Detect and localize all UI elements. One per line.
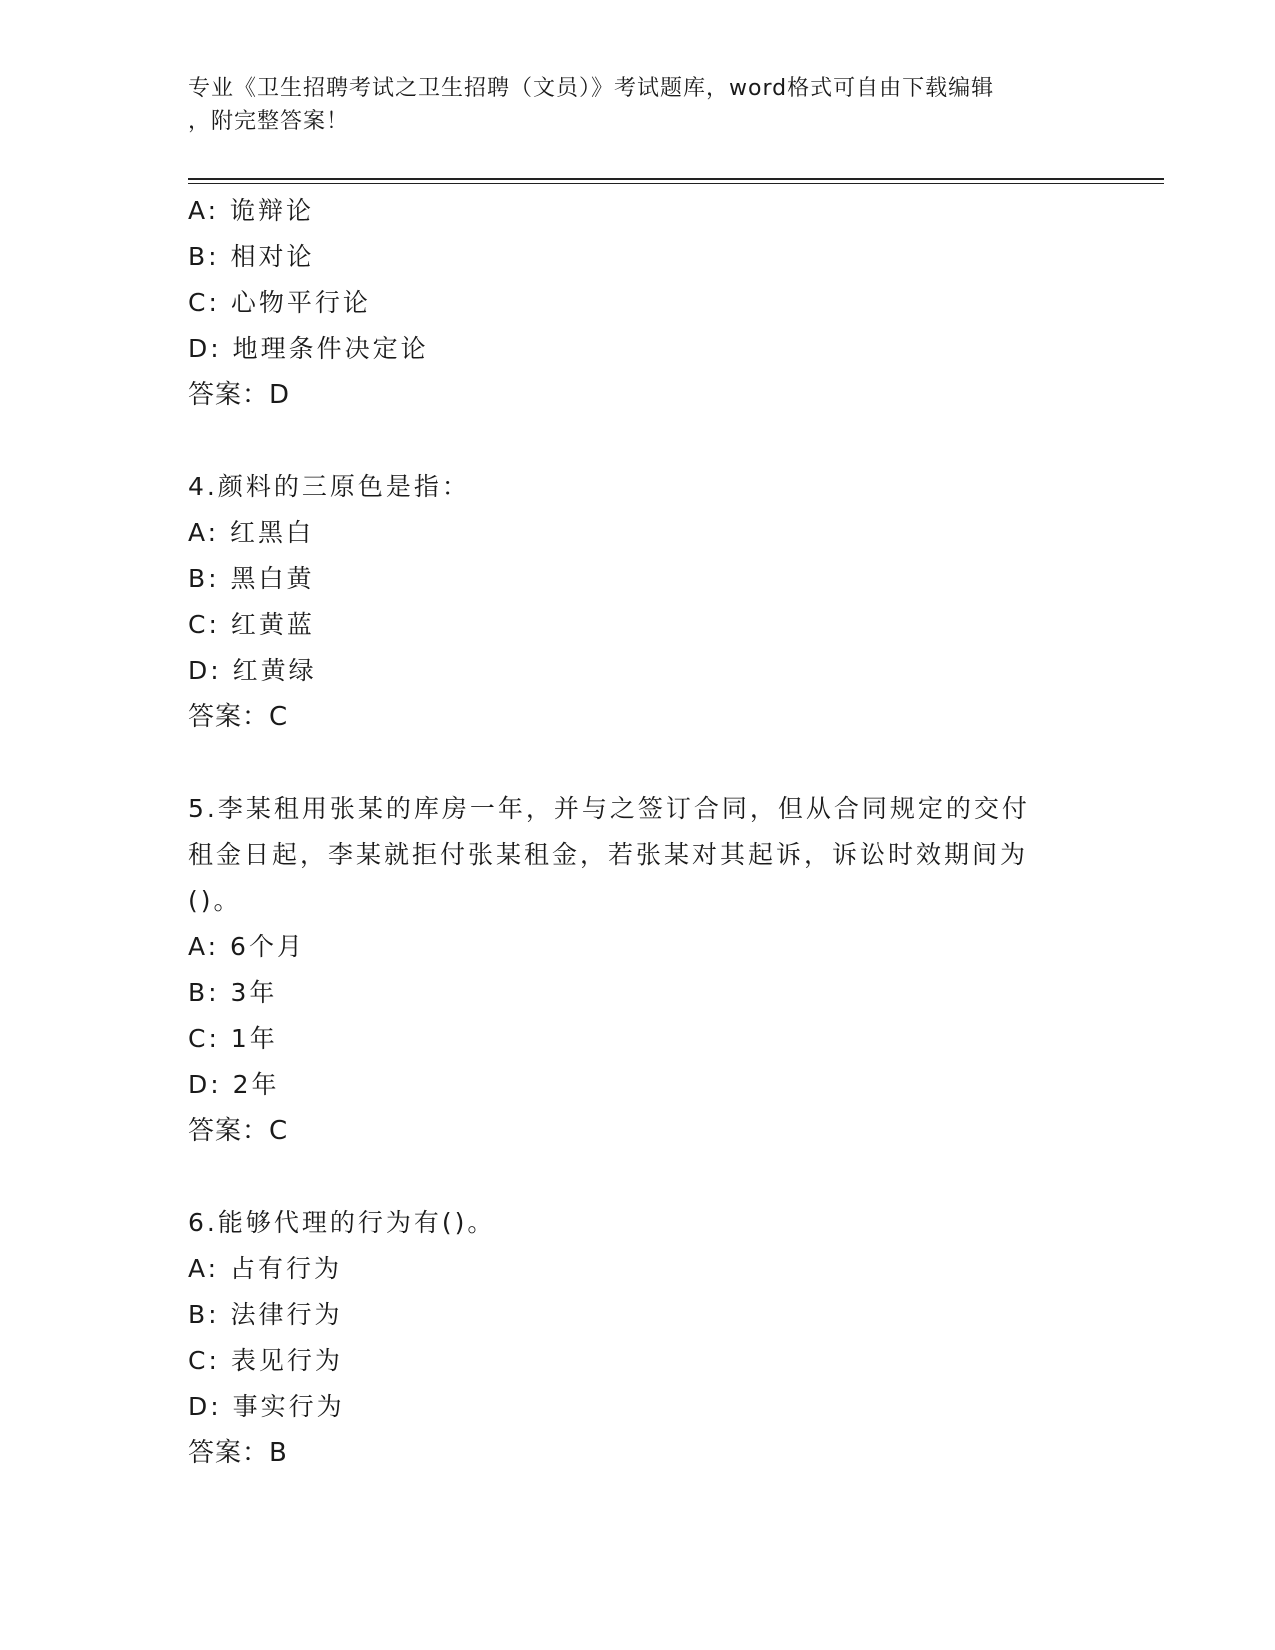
answer-line: 答案：D [188, 380, 291, 410]
option-b: B: 3年 [188, 978, 278, 1007]
answer-line: 答案：C [188, 1116, 289, 1146]
question-text-line-2: 租金日起，李某就拒付张某租金，若张某对其起诉，诉讼时效期间为 [188, 840, 1029, 869]
header-divider-thin [188, 183, 1164, 184]
header-line-1: 专业《卫生招聘考试之卫生招聘（文员）》考试题库，word格式可自由下载编辑 [188, 76, 995, 101]
question-list [188, 188, 1088, 1476]
question-text: 6.能够代理的行为有()。 [188, 1208, 496, 1237]
question-text-line-3: ()。 [188, 886, 242, 915]
question-4 [188, 464, 1088, 740]
option-d: D: 2年 [188, 1070, 280, 1099]
header-line-2: ，附完整答案！ [188, 109, 350, 134]
option-a: A: 占有行为 [188, 1254, 343, 1283]
option-c: C: 心物平行论 [188, 288, 371, 317]
option-d: D: 红黄绿 [188, 656, 317, 685]
answer-line: 答案：B [188, 1438, 288, 1468]
spacer [188, 740, 1088, 786]
header-divider-thick [188, 178, 1164, 180]
spacer [188, 1154, 1088, 1200]
option-b: B: 法律行为 [188, 1300, 343, 1329]
answer-line: 答案：C [188, 702, 289, 732]
option-a: A: 红黑白 [188, 518, 315, 547]
question-5 [188, 786, 1088, 1154]
option-c: C: 表见行为 [188, 1346, 343, 1375]
question-6 [188, 1200, 1088, 1476]
option-d: D: 事实行为 [188, 1392, 345, 1421]
option-c: C: 红黄蓝 [188, 610, 315, 639]
option-a: A: 诡辩论 [188, 196, 315, 225]
document-header [188, 72, 1068, 138]
question-text-line-1: 5.李某租用张某的库房一年，并与之签订合同，但从合同规定的交付 [188, 794, 1030, 823]
option-c: C: 1年 [188, 1024, 278, 1053]
option-a: A: 6个月 [188, 932, 305, 961]
option-d: D: 地理条件决定论 [188, 334, 429, 363]
option-b: B: 黑白黄 [188, 564, 315, 593]
question-text: 4.颜料的三原色是指： [188, 472, 470, 501]
question-3 [188, 188, 1088, 418]
option-b: B: 相对论 [188, 242, 315, 271]
spacer [188, 418, 1088, 464]
